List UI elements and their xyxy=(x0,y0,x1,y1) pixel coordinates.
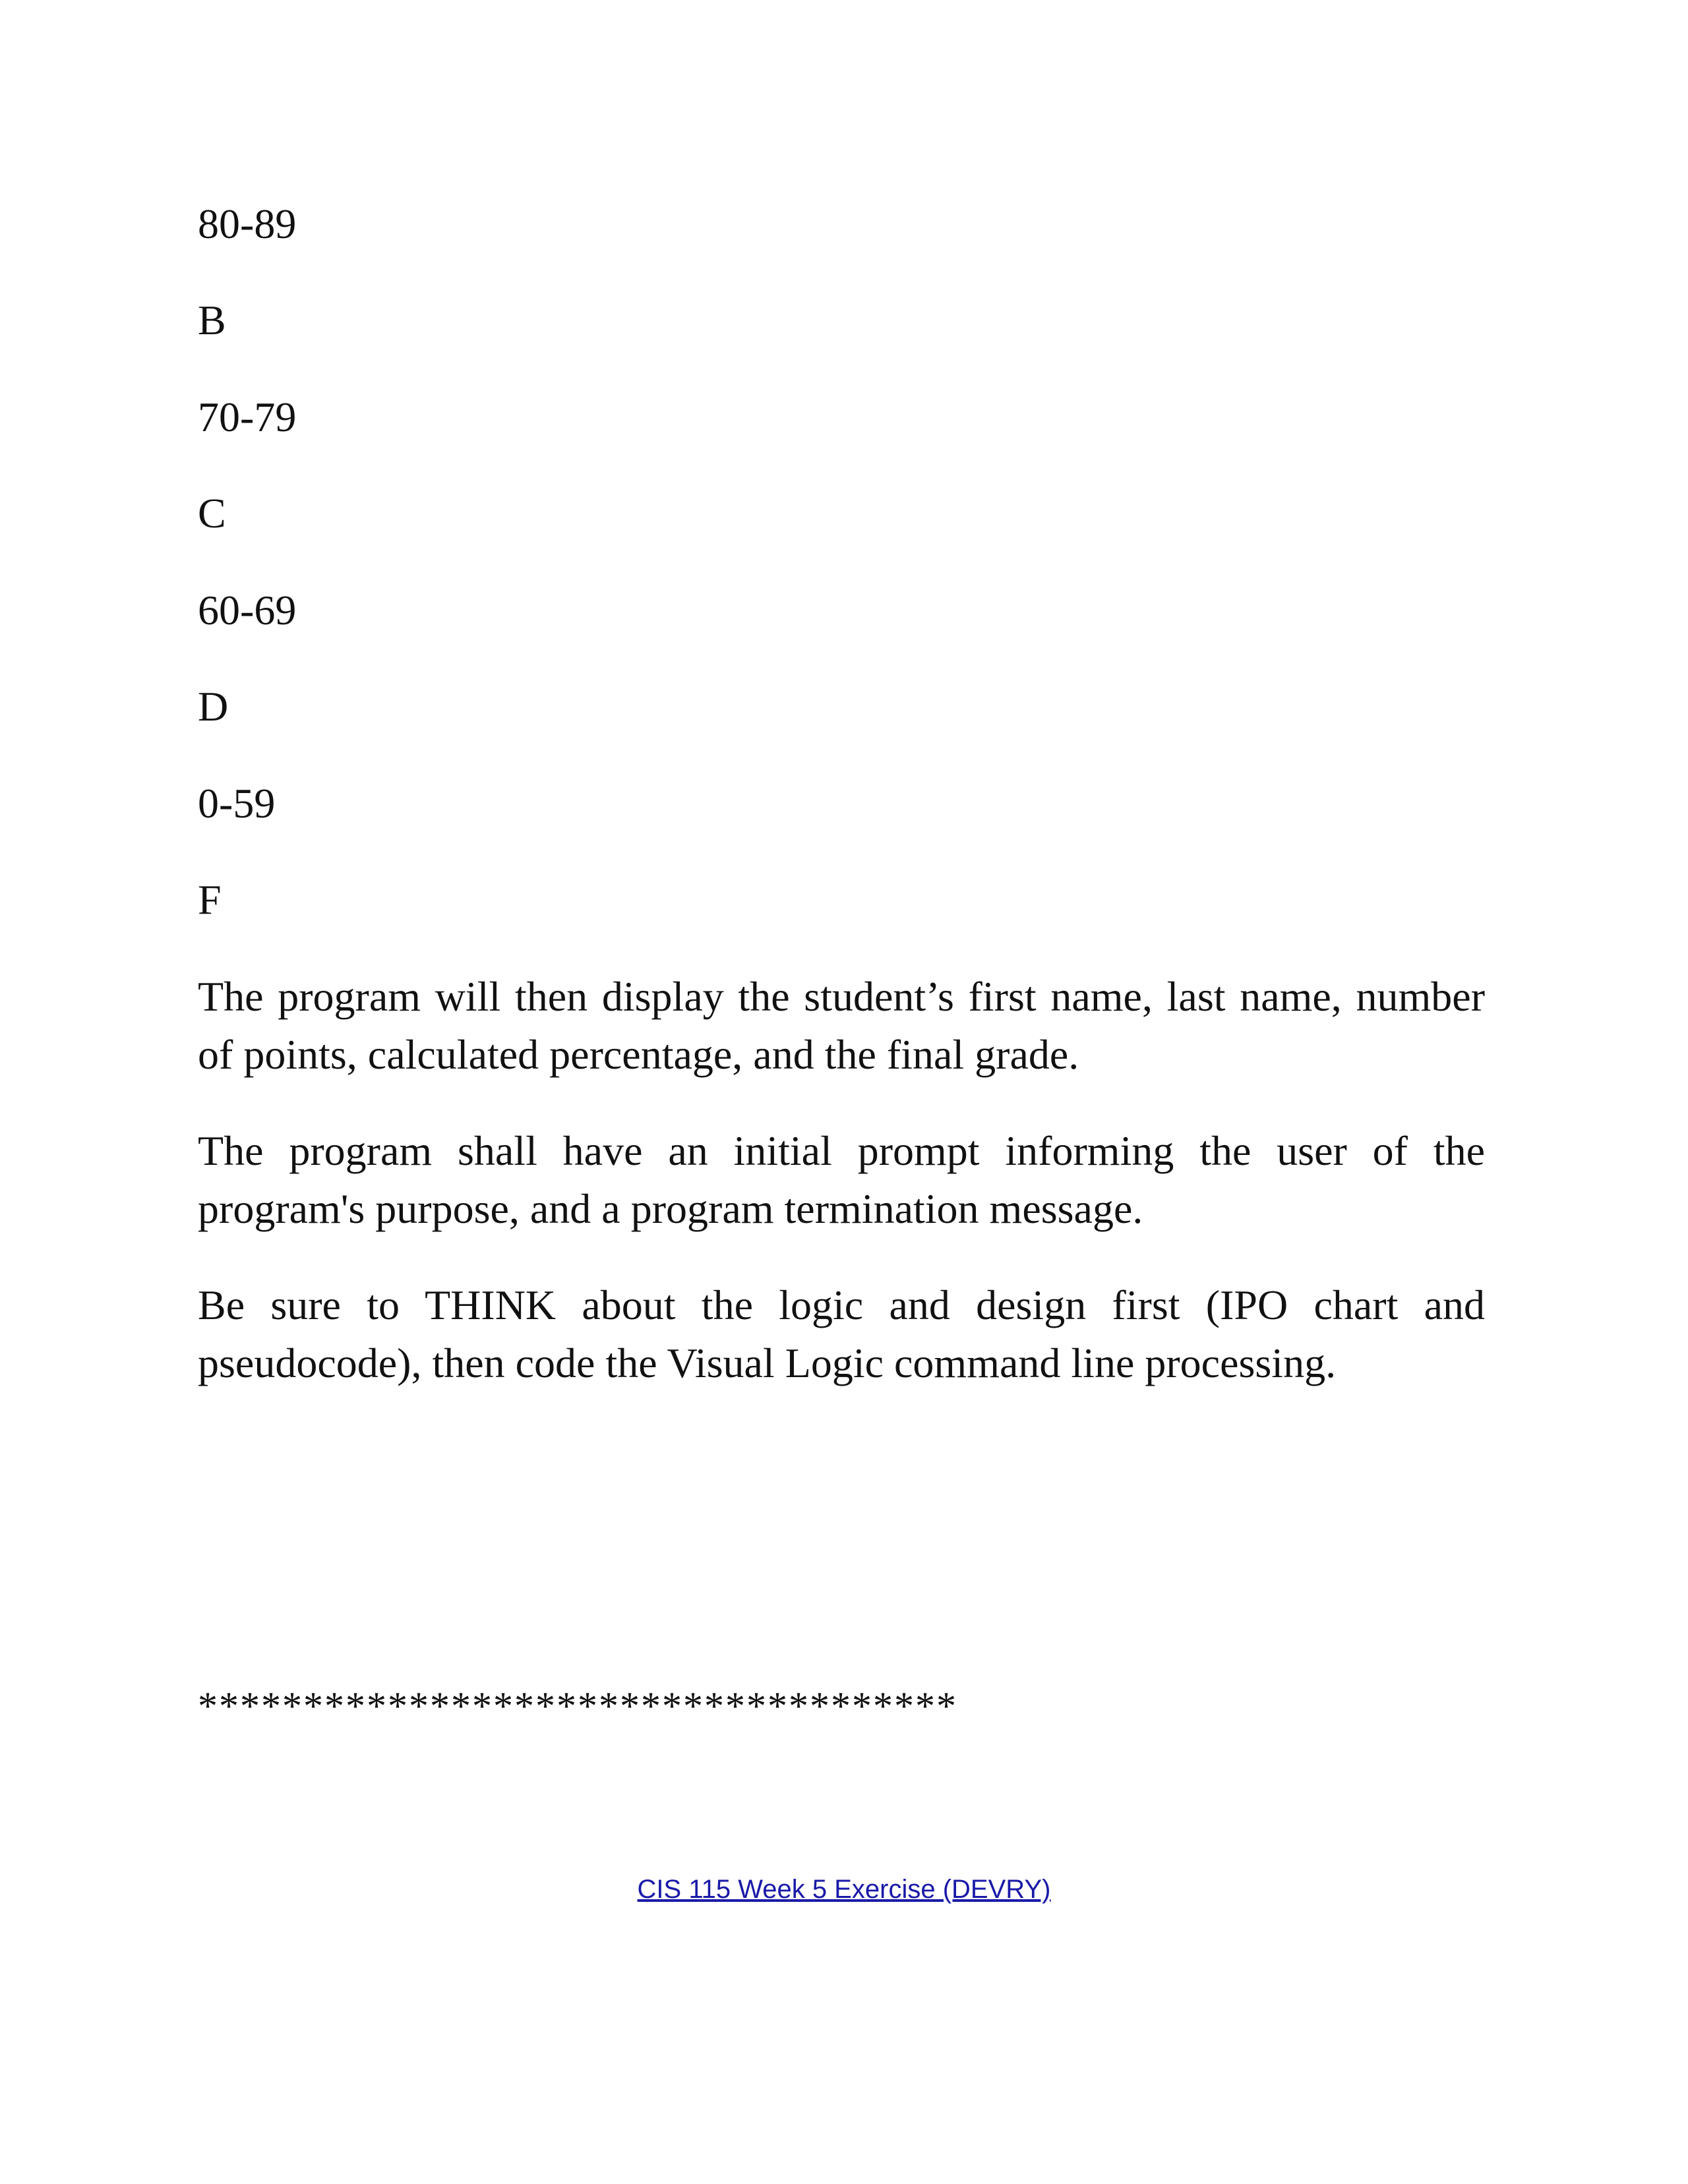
grade-range-70-79: 70-79 xyxy=(198,394,297,440)
separator-stars: ************************************ xyxy=(198,1684,957,1728)
grade-range-60-69: 60-69 xyxy=(198,587,297,634)
footer-link-container xyxy=(0,1871,1688,1908)
grade-letter-c: C xyxy=(198,490,226,537)
paragraph-think-logic: Be sure to THINK about the logic and design first (IPO chart and pseudocode), then code the Visual Logic command line processing. xyxy=(198,1282,1485,1386)
grade-range-80-89: 80-89 xyxy=(198,200,297,247)
grade-range-0-59: 0-59 xyxy=(198,780,276,827)
footer-link[interactable]: CIS 115 Week 5 Exercise (DEVRY) xyxy=(637,1875,1051,1904)
paragraph-display-output: The program will then display the student’s first name, last name, number of points, calculated percentage, and the final grade. xyxy=(198,973,1485,1078)
grade-letter-b: B xyxy=(198,297,226,343)
grade-letter-d: D xyxy=(198,683,229,730)
grade-letter-f: F xyxy=(198,876,222,923)
paragraph-initial-prompt: The program shall have an initial prompt informing the user of the program's purpose, and a program termination message. xyxy=(198,1127,1485,1232)
